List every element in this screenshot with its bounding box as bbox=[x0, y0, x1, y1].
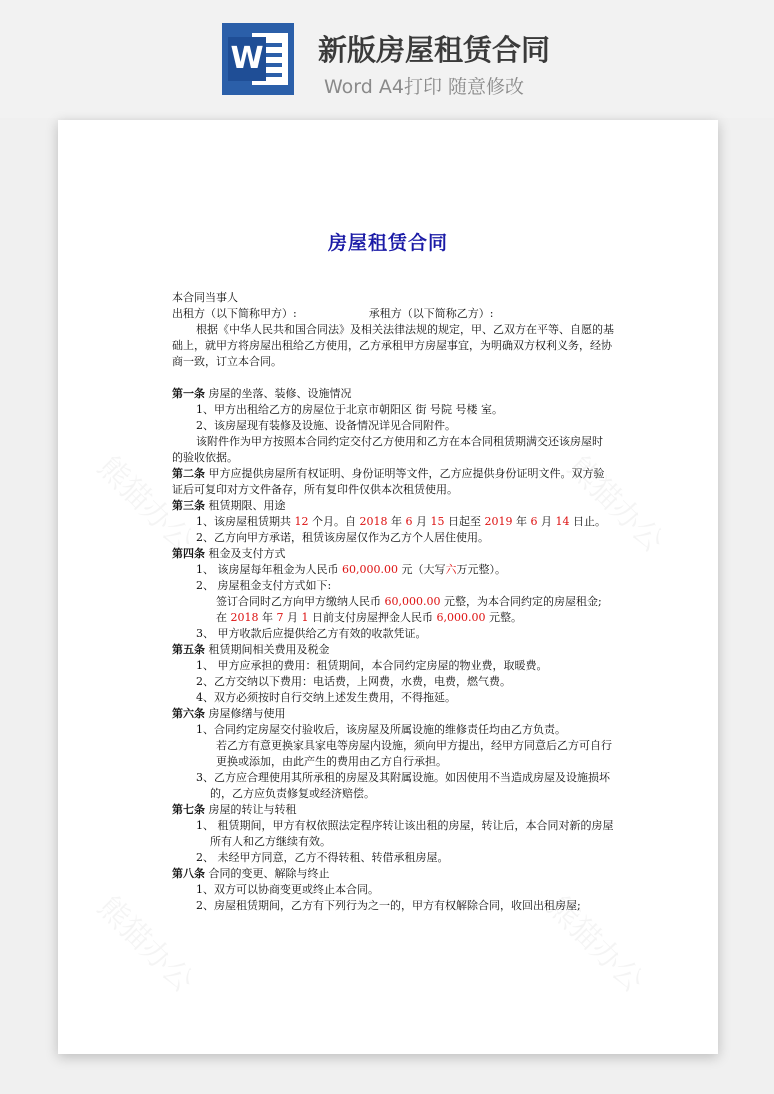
text: 月 bbox=[283, 611, 302, 624]
word-icon-letter: W bbox=[228, 37, 266, 81]
article-2-line: 证后可复印对方文件备存，所有复印件仅供本次租赁使用。 bbox=[172, 483, 458, 496]
article-6-heading bbox=[172, 706, 612, 722]
article-6-line: 1、合同约定房屋交付验收后，该房屋及所属设施的维修责任均由乙方负责。 bbox=[196, 723, 566, 736]
intro-paragraph: 础上，就甲方将房屋出租给乙方使用，乙方承租甲方房屋事宜，为明确双方权利义务，经协 bbox=[172, 339, 612, 352]
text: 年 bbox=[387, 515, 406, 528]
article-4-line: 3、 甲方收款后应提供给乙方有效的收款凭证。 bbox=[196, 627, 427, 640]
text: 1、 该房屋每年租金为人民币 bbox=[196, 563, 342, 576]
payment-line bbox=[172, 594, 612, 610]
article-6-line: 更换或添加，由此产生的费用由乙方自行承担。 bbox=[216, 755, 447, 768]
rent-line bbox=[172, 562, 612, 578]
deposit-year: 2018 bbox=[230, 611, 259, 624]
text: 在 bbox=[216, 611, 231, 624]
deposit-day: 1 bbox=[301, 611, 309, 624]
deposit-amount: 6,000.00 bbox=[436, 611, 486, 624]
article-label: 第二条 bbox=[172, 467, 205, 480]
text: 签订合同时乙方向甲方缴纳人民币 bbox=[216, 595, 385, 608]
payment-amount: 60,000.00 bbox=[384, 595, 441, 608]
intro-paragraph: 根据《中华人民共和国合同法》及相关法律法规的规定，甲、乙双方在平等、自愿的基 bbox=[196, 323, 614, 336]
text: 日止。 bbox=[569, 515, 606, 528]
article-5-line: 1、 甲方应承担的费用：租赁期间，本合同约定房屋的物业费，取暖费。 bbox=[196, 659, 548, 672]
deposit-line bbox=[172, 610, 612, 626]
document-body bbox=[172, 290, 612, 914]
article-text: 甲方应提供房屋所有权证明、身份证明等文件，乙方应提供身份证明文件。双方验 bbox=[208, 467, 605, 480]
article-label: 第六条 bbox=[172, 707, 205, 720]
word-icon bbox=[222, 23, 294, 95]
end-year: 2019 bbox=[484, 515, 513, 528]
document-title: 房屋租赁合同 bbox=[327, 232, 448, 254]
text: 年 bbox=[258, 611, 277, 624]
parties-line bbox=[172, 306, 612, 322]
text: 月 bbox=[537, 515, 556, 528]
article-8-heading bbox=[172, 866, 612, 882]
lease-term-line bbox=[172, 514, 612, 530]
article-title: 合同的变更、解除与终止 bbox=[208, 867, 330, 880]
article-label: 第四条 bbox=[172, 547, 205, 560]
text: 日起至 bbox=[444, 515, 485, 528]
end-day: 14 bbox=[555, 515, 570, 528]
header-banner bbox=[0, 0, 774, 118]
text: 1、该房屋租赁期共 bbox=[196, 515, 295, 528]
article-title: 租赁期间相关费用及税金 bbox=[208, 643, 330, 656]
document-page bbox=[58, 120, 718, 1054]
text: 月 bbox=[412, 515, 431, 528]
header-title: 新版房屋租赁合同 bbox=[318, 33, 551, 67]
start-year: 2018 bbox=[359, 515, 388, 528]
article-4-heading bbox=[172, 546, 612, 562]
annual-rent-chinese: 六 bbox=[445, 563, 457, 576]
article-6-line: 若乙方有意更换家具家电等房屋内设施，须向甲方提出，经甲方同意后乙方可自行 bbox=[216, 739, 612, 752]
article-8-line: 1、双方可以协商变更或终止本合同。 bbox=[196, 883, 379, 896]
article-1-line: 的验收依据。 bbox=[172, 451, 238, 464]
article-6-line: 的，乙方应负责修复或经济赔偿。 bbox=[210, 787, 375, 800]
start-day: 15 bbox=[430, 515, 445, 528]
article-title: 房屋的转让与转租 bbox=[208, 803, 297, 816]
intro-line: 本合同当事人 bbox=[172, 291, 238, 304]
article-4-line: 2、 房屋租金支付方式如下: bbox=[196, 579, 332, 592]
article-label: 第三条 bbox=[172, 499, 205, 512]
article-label: 第五条 bbox=[172, 643, 205, 656]
article-1-heading bbox=[172, 386, 612, 402]
end-month: 6 bbox=[530, 515, 538, 528]
article-label: 第七条 bbox=[172, 803, 205, 816]
text: 日前支付房屋押金人民币 bbox=[308, 611, 437, 624]
article-title: 租赁期限、用途 bbox=[208, 499, 286, 512]
lease-months: 12 bbox=[294, 515, 309, 528]
article-5-heading bbox=[172, 642, 612, 658]
text: 年 bbox=[512, 515, 531, 528]
article-label: 第一条 bbox=[172, 387, 205, 400]
article-title: 租金及支付方式 bbox=[208, 547, 286, 560]
article-6-line: 3、乙方应合理使用其所承租的房屋及其附属设施。如因使用不当造成房屋及设施损坏 bbox=[196, 771, 610, 784]
article-label: 第八条 bbox=[172, 867, 205, 880]
deposit-month: 7 bbox=[276, 611, 284, 624]
article-title: 房屋修缮与使用 bbox=[208, 707, 286, 720]
article-7-line: 2、 未经甲方同意，乙方不得转租、转借承租房屋。 bbox=[196, 851, 449, 864]
intro-paragraph: 商一致，订立本合同。 bbox=[172, 355, 282, 368]
start-month: 6 bbox=[405, 515, 413, 528]
text: 元整。 bbox=[485, 611, 522, 624]
text: 元（大写 bbox=[397, 563, 446, 576]
lessee-label: 承租方（以下简称乙方）: bbox=[368, 307, 494, 320]
annual-rent: 60,000.00 bbox=[342, 563, 398, 576]
article-8-line: 2、房屋租赁期间，乙方有下列行为之一的，甲方有权解除合同，收回出租房屋; bbox=[196, 899, 581, 912]
article-1-line: 1、甲方出租给乙方的房屋位于北京市朝阳区 街 号院 号楼 室。 bbox=[196, 403, 503, 416]
article-1-line: 2、该房屋现有装修及设施、设备情况详见合同附件。 bbox=[196, 419, 456, 432]
header-subtitle: Word A4打印 随意修改 bbox=[324, 76, 525, 98]
article-title: 房屋的坐落、装修、设施情况 bbox=[208, 387, 352, 400]
article-2-line bbox=[172, 466, 612, 482]
article-5-line: 2、乙方交纳以下费用：电话费，上网费，水费，电费，燃气费。 bbox=[196, 675, 511, 688]
text: 万元整）。 bbox=[456, 563, 506, 576]
article-7-heading bbox=[172, 802, 612, 818]
text: 元整，为本合同约定的房屋租金; bbox=[440, 595, 602, 608]
article-1-line: 该附件作为甲方按照本合同约定交付乙方使用和乙方在本合同租赁期满交还该房屋时 bbox=[196, 435, 603, 448]
article-3-heading bbox=[172, 498, 612, 514]
text: 个月。自 bbox=[308, 515, 360, 528]
article-7-line: 1、 租赁期间，甲方有权依照法定程序转让该出租的房屋，转让后，本合同对新的房屋 bbox=[196, 819, 614, 832]
article-3-line: 2、乙方向甲方承诺，租赁该房屋仅作为乙方个人居住使用。 bbox=[196, 531, 489, 544]
article-5-line: 4、双方必须按时自行交纳上述发生费用，不得拖延。 bbox=[196, 691, 456, 704]
article-7-line: 所有人和乙方继续有效。 bbox=[210, 835, 331, 848]
lessor-label: 出租方（以下简称甲方）: bbox=[172, 307, 297, 320]
